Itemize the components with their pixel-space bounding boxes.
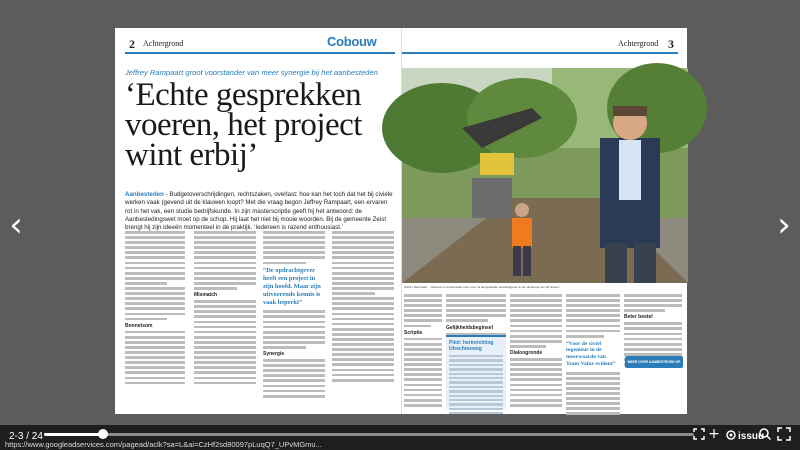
right-body-column-1	[404, 294, 442, 409]
right-body-column-3	[510, 294, 562, 409]
progress-handle[interactable]	[98, 429, 108, 439]
header-rule-right	[402, 52, 678, 54]
right-body-column-5	[624, 294, 682, 354]
subhead-mismatch: Mismatch	[194, 292, 218, 299]
left-page-number: 2	[129, 37, 135, 51]
right-section-label: Achtergrond	[618, 39, 659, 48]
article-headline: ‘Echte gesprekken voeren, het project wint erbij’	[125, 77, 362, 173]
subhead-beter-bestel: Beter bestel	[624, 314, 653, 321]
fullscreen-icon[interactable]	[691, 427, 707, 445]
left-page	[115, 28, 401, 414]
pilot-factbox	[446, 335, 506, 409]
body-column-4	[332, 231, 394, 409]
page-spread[interactable]	[115, 28, 687, 414]
subhead-dialoogronde: Dialoogronde	[510, 350, 543, 357]
body-column-3	[263, 231, 325, 409]
article-kicker: Jeffrey Rampaart groot voorstander van meer synergie bij het aanbesteden	[125, 68, 378, 77]
cobouw-promo-link[interactable]: MEER OVER AANBESTEDEN OP COBOUW.NL	[625, 356, 683, 368]
body-column-1	[125, 231, 185, 409]
body-column-2	[194, 231, 256, 409]
article-intro	[125, 191, 393, 232]
left-section-label: Achtergrond	[143, 39, 184, 48]
subhead-synergie: Synergie	[263, 351, 285, 358]
expand-icon[interactable]	[776, 427, 792, 445]
right-page	[401, 28, 687, 414]
intro-lead: Aanbesteden	[125, 191, 164, 198]
zoom-search-icon[interactable]	[757, 427, 773, 445]
progress-fill	[44, 433, 103, 436]
previous-page-arrow-icon[interactable]: ‹	[9, 205, 23, 245]
subhead-gelijkheidsbeginsel: Gelijkheidsbeginsel	[446, 324, 493, 331]
factbox-title: Pilot: herinrichting Utrechtseweg	[449, 340, 494, 352]
issuu-mark-icon	[726, 430, 736, 440]
zoom-in-icon[interactable]: +	[708, 426, 720, 442]
status-url: https://www.googleadservices.com/pagead/aclk?sa=L&ai=CzHf2sd80097pLuqQ7_UPvMGmu...	[5, 440, 322, 449]
header-rule	[125, 52, 395, 54]
photo-caption: Jeffrey Rampaart – ‘Iedereen is enthousiast over onze rol als gedeelde opdrachtgever in de uitvoering van dit project.’	[404, 285, 561, 289]
next-page-arrow-icon[interactable]: ›	[777, 205, 791, 245]
pull-quote: “De opdrachtgever heeft een project in zijn hoofd. Maar zijn uitvoerende kennis is vaak beperkt”	[263, 267, 321, 306]
page-indicator: 2-3 / 24	[9, 431, 43, 442]
article-photo	[402, 68, 688, 283]
issuu-logo: issuu	[726, 430, 764, 442]
page-progress-slider[interactable]	[44, 433, 694, 436]
intro-text: - Budgetoverschrijdingen, rechtszaken, overlast: hoe kan het toch dat het bij civiele werken vaak (gevend uit de klauwen loopt? Met die vraag begon Jeffrey Rampaart, een ervaren rot in het vak, een studie bedrijfskunde. In zijn masterscriptie geeft hij het antwoord: de Aanbestedingswet moet op de schop. Hij laat het niet bij mooie woorden. Bij de gemeente Zeist brengt hij zijn ideeën momenteel in de praktijk. ‘Iedereen is razend enthousiast.’	[125, 191, 393, 232]
cobouw-logo: Cobouw	[327, 34, 377, 49]
subhead-scriptie: Scriptie	[404, 329, 423, 336]
right-body-column-4	[566, 294, 620, 409]
subhead-bonnetsom: Bonnetsom	[125, 322, 153, 329]
right-page-number: 3	[668, 37, 674, 51]
right-pull-quote: “Voor de civiel ingenieur in de meerwaarde van Team Value evident”	[566, 340, 616, 367]
construction-site-photo	[402, 68, 688, 283]
